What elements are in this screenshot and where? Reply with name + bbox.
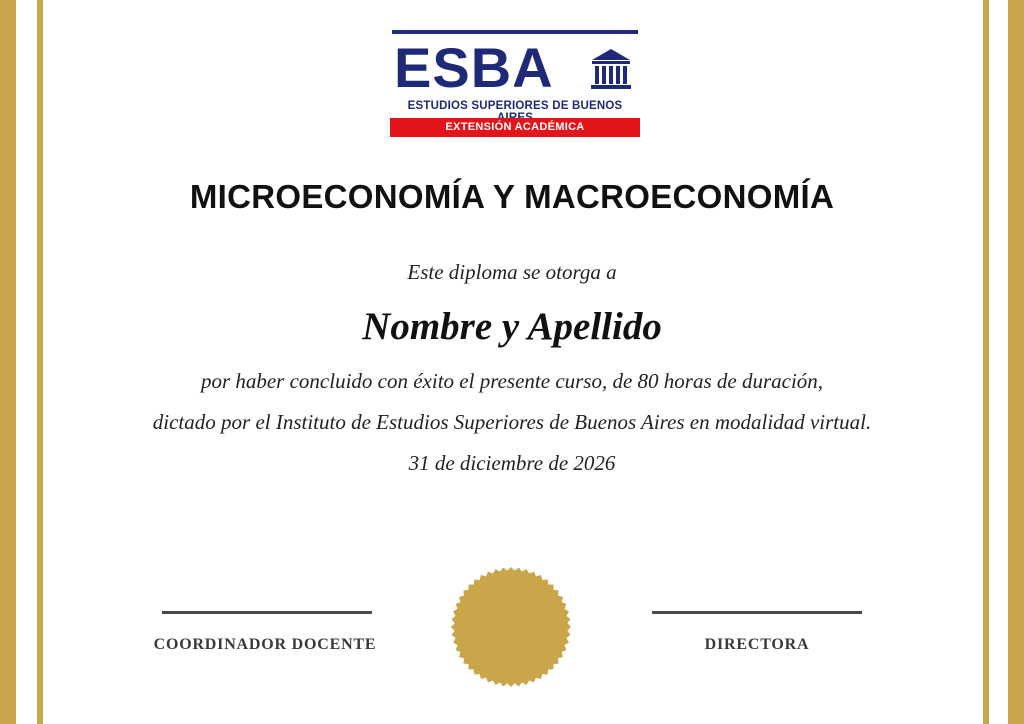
logo-top-rule <box>392 30 638 34</box>
border-left-inner <box>37 0 43 724</box>
signature-line-director <box>652 611 862 614</box>
logo-subtitle: ESTUDIOS SUPERIORES DE BUENOS <box>407 100 623 112</box>
course-title: MICROECONOMÍA Y MACROECONOMÍA <box>189 178 835 215</box>
logo-wordmark: ESBA <box>394 36 554 99</box>
signature-label-director: DIRECTORA <box>704 636 810 653</box>
recipient-name: Nombre y Apellido <box>362 305 662 348</box>
building-icon <box>588 46 634 92</box>
gold-seal-icon <box>450 566 572 688</box>
signature-line-coordinator <box>162 611 372 614</box>
certificate-date: 31 de diciembre de 2026 <box>408 451 616 475</box>
description-line-2: dictado por el Instituto de Estudios Superiores de Buenos Aires en modalidad virtual. <box>152 410 872 434</box>
signature-label-coordinator: COORDINADOR DOCENTE <box>153 636 377 653</box>
border-right-outer <box>1008 0 1024 724</box>
description-line-1: por haber concluido con éxito el presente curso, de 80 horas de duración, <box>200 369 824 393</box>
esba-logo <box>390 30 640 138</box>
awarded-to-text: Este diploma se otorga a <box>407 260 617 284</box>
border-right-inner <box>983 0 989 724</box>
logo-banner: EXTENSIÓN ACADÉMICA <box>390 118 640 137</box>
border-left-outer <box>0 0 16 724</box>
